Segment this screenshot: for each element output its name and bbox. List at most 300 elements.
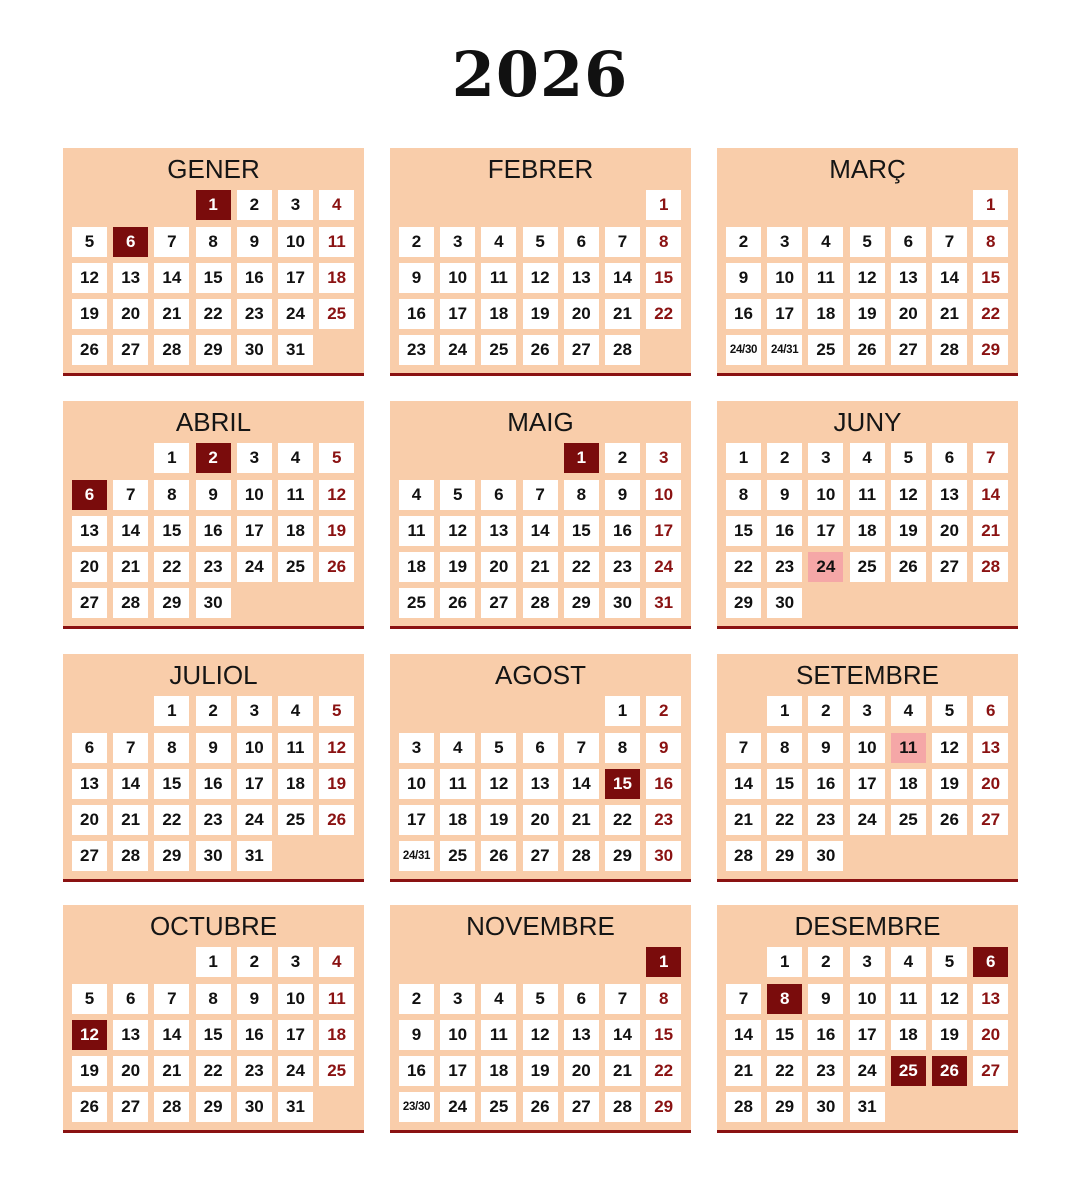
day-cell: 24/30 [726, 335, 761, 365]
day-cell: 5 [72, 984, 107, 1014]
day-cell: 24 [646, 552, 681, 582]
day-cell: 17 [440, 1056, 475, 1086]
day-cell: 23 [237, 1056, 272, 1086]
day-cell: 29 [154, 588, 189, 618]
day-cell: 8 [564, 480, 599, 510]
day-cell: 15 [767, 1020, 802, 1050]
day-cell: 22 [767, 805, 802, 835]
day-cell: 13 [891, 263, 926, 293]
day-cell: 4 [319, 190, 354, 220]
day-cell: 5 [319, 443, 354, 473]
day-cell: 3 [278, 947, 313, 977]
day-cell: 20 [564, 299, 599, 329]
day-cell: 16 [399, 1056, 434, 1086]
day-cell: 4 [319, 947, 354, 977]
day-cell: 29 [646, 1092, 681, 1122]
day-cell: 14 [523, 516, 558, 546]
day-cell: 18 [278, 516, 313, 546]
day-cell: 11 [399, 516, 434, 546]
month-name: GENER [167, 154, 260, 184]
day-cell: 23 [237, 299, 272, 329]
day-cell: 9 [399, 1020, 434, 1050]
day-cell: 6 [113, 984, 148, 1014]
day-cell: 24 [850, 1056, 885, 1086]
day-cell: 19 [440, 552, 475, 582]
day-cell: 1 [605, 696, 640, 726]
day-cell: 30 [237, 335, 272, 365]
day-cell: 8 [154, 733, 189, 763]
day-cell: 3 [767, 227, 802, 257]
day-cell: 22 [726, 552, 761, 582]
day-cell: 11 [319, 984, 354, 1014]
day-cell: 30 [196, 841, 231, 871]
month-panel [390, 148, 691, 376]
day-cell: 4 [808, 227, 843, 257]
day-cell: 14 [605, 1020, 640, 1050]
day-cell: 9 [237, 984, 272, 1014]
day-cell: 20 [113, 299, 148, 329]
day-cell: 16 [196, 516, 231, 546]
day-cell: 7 [113, 480, 148, 510]
day-cell: 9 [196, 480, 231, 510]
day-cell: 11 [440, 769, 475, 799]
day-cell: 17 [850, 1020, 885, 1050]
month-panel [63, 905, 364, 1133]
day-cell: 20 [523, 805, 558, 835]
day-cell: 16 [237, 263, 272, 293]
day-cell: 19 [319, 516, 354, 546]
day-cell: 1 [726, 443, 761, 473]
day-cell: 12 [72, 263, 107, 293]
day-cell: 26 [440, 588, 475, 618]
day-cell: 2 [196, 696, 231, 726]
day-cell: 14 [973, 480, 1008, 510]
day-cell: 12 [932, 984, 967, 1014]
day-cell: 23 [808, 805, 843, 835]
day-cell: 7 [154, 984, 189, 1014]
day-cell: 29 [973, 335, 1008, 365]
day-cell: 30 [808, 841, 843, 871]
day-cell: 2 [726, 227, 761, 257]
day-cell: 13 [481, 516, 516, 546]
day-cell: 16 [726, 299, 761, 329]
day-cell: 19 [481, 805, 516, 835]
day-cell: 15 [605, 769, 640, 799]
day-cell: 22 [646, 299, 681, 329]
day-cell: 10 [850, 984, 885, 1014]
day-cell: 13 [72, 516, 107, 546]
day-cell: 24 [850, 805, 885, 835]
day-cell: 28 [154, 1092, 189, 1122]
day-cell: 9 [605, 480, 640, 510]
day-cell: 26 [72, 1092, 107, 1122]
day-cell: 5 [523, 984, 558, 1014]
day-cell: 19 [891, 516, 926, 546]
day-cell: 24 [278, 299, 313, 329]
day-cell: 3 [278, 190, 313, 220]
day-cell: 10 [278, 227, 313, 257]
day-cell: 25 [481, 335, 516, 365]
day-cell: 25 [278, 552, 313, 582]
day-cell: 4 [278, 443, 313, 473]
day-cell: 9 [646, 733, 681, 763]
day-cell: 10 [808, 480, 843, 510]
day-cell: 6 [72, 480, 107, 510]
day-cell: 21 [605, 299, 640, 329]
day-cell: 18 [891, 769, 926, 799]
day-cell: 13 [72, 769, 107, 799]
month-panel [390, 654, 691, 882]
day-cell: 14 [154, 263, 189, 293]
day-cell: 19 [72, 299, 107, 329]
day-cell: 9 [399, 263, 434, 293]
day-cell: 6 [932, 443, 967, 473]
day-cell: 17 [767, 299, 802, 329]
day-cell: 11 [481, 263, 516, 293]
day-cell: 28 [154, 335, 189, 365]
month-name: FEBRER [487, 154, 594, 184]
day-cell: 19 [850, 299, 885, 329]
day-cell: 5 [481, 733, 516, 763]
day-cell: 4 [850, 443, 885, 473]
day-cell: 21 [726, 805, 761, 835]
day-cell: 17 [808, 516, 843, 546]
day-cell: 7 [154, 227, 189, 257]
day-cell: 1 [154, 696, 189, 726]
day-cell: 5 [850, 227, 885, 257]
day-cell: 12 [440, 516, 475, 546]
day-cell: 8 [767, 984, 802, 1014]
day-cell: 5 [523, 227, 558, 257]
day-cell: 23 [399, 335, 434, 365]
month-name: MARÇ [829, 154, 906, 184]
day-cell: 3 [440, 984, 475, 1014]
day-cell: 1 [196, 190, 231, 220]
day-cell: 8 [646, 984, 681, 1014]
day-cell: 18 [891, 1020, 926, 1050]
day-cell: 25 [891, 1056, 926, 1086]
day-cell: 3 [646, 443, 681, 473]
day-cell: 23/30 [399, 1092, 434, 1122]
day-cell: 20 [891, 299, 926, 329]
day-cell: 15 [196, 263, 231, 293]
day-cell: 1 [646, 190, 681, 220]
day-cell: 27 [973, 805, 1008, 835]
day-cell: 10 [278, 984, 313, 1014]
day-cell: 10 [850, 733, 885, 763]
day-cell: 7 [932, 227, 967, 257]
day-cell: 27 [113, 335, 148, 365]
day-cell: 13 [932, 480, 967, 510]
day-cell: 21 [564, 805, 599, 835]
day-cell: 27 [72, 841, 107, 871]
day-cell: 8 [646, 227, 681, 257]
day-cell: 22 [154, 805, 189, 835]
day-cell: 11 [278, 480, 313, 510]
day-cell: 12 [72, 1020, 107, 1050]
day-cell: 6 [973, 696, 1008, 726]
day-cell: 17 [646, 516, 681, 546]
day-cell: 19 [932, 1020, 967, 1050]
day-cell: 9 [196, 733, 231, 763]
day-cell: 19 [932, 769, 967, 799]
day-cell: 14 [726, 1020, 761, 1050]
day-cell: 2 [399, 984, 434, 1014]
day-cell: 28 [973, 552, 1008, 582]
day-cell: 21 [973, 516, 1008, 546]
day-cell: 21 [605, 1056, 640, 1086]
day-cell: 20 [932, 516, 967, 546]
day-cell: 23 [808, 1056, 843, 1086]
day-cell: 26 [523, 1092, 558, 1122]
day-cell: 31 [278, 1092, 313, 1122]
day-cell: 6 [113, 227, 148, 257]
day-cell: 3 [850, 947, 885, 977]
day-cell: 2 [605, 443, 640, 473]
day-cell: 18 [319, 1020, 354, 1050]
day-cell: 7 [113, 733, 148, 763]
day-cell: 29 [767, 1092, 802, 1122]
day-cell: 15 [564, 516, 599, 546]
day-cell: 1 [196, 947, 231, 977]
day-cell: 5 [440, 480, 475, 510]
day-cell: 9 [767, 480, 802, 510]
day-cell: 17 [278, 263, 313, 293]
day-cell: 4 [481, 984, 516, 1014]
month-panel [390, 401, 691, 629]
day-cell: 3 [237, 696, 272, 726]
day-cell: 28 [932, 335, 967, 365]
day-cell: 11 [808, 263, 843, 293]
page-title: 2026 [451, 38, 629, 111]
day-cell: 25 [808, 335, 843, 365]
day-cell: 10 [237, 480, 272, 510]
day-cell: 12 [523, 263, 558, 293]
day-cell: 18 [278, 769, 313, 799]
month-name: ABRIL [175, 407, 252, 437]
month-name: MAIG [507, 407, 574, 437]
month-panel [63, 654, 364, 882]
day-cell: 5 [319, 696, 354, 726]
day-cell: 3 [237, 443, 272, 473]
day-cell: 29 [196, 335, 231, 365]
day-cell: 18 [808, 299, 843, 329]
day-cell: 20 [973, 1020, 1008, 1050]
day-cell: 13 [113, 1020, 148, 1050]
day-cell: 5 [72, 227, 107, 257]
day-cell: 25 [278, 805, 313, 835]
day-cell: 28 [523, 588, 558, 618]
day-cell: 28 [113, 588, 148, 618]
day-cell: 25 [481, 1092, 516, 1122]
day-cell: 17 [850, 769, 885, 799]
day-cell: 31 [237, 841, 272, 871]
day-cell: 10 [237, 733, 272, 763]
day-cell: 18 [481, 1056, 516, 1086]
day-cell: 9 [726, 263, 761, 293]
month-panel [717, 148, 1018, 376]
day-cell: 17 [440, 299, 475, 329]
day-cell: 25 [440, 841, 475, 871]
day-cell: 30 [808, 1092, 843, 1122]
day-cell: 2 [237, 947, 272, 977]
day-cell: 16 [399, 299, 434, 329]
day-cell: 21 [932, 299, 967, 329]
day-cell: 28 [564, 841, 599, 871]
month-name: SETEMBRE [795, 660, 940, 690]
day-cell: 26 [523, 335, 558, 365]
day-cell: 13 [564, 263, 599, 293]
day-cell: 26 [319, 552, 354, 582]
day-cell: 28 [113, 841, 148, 871]
day-cell: 22 [564, 552, 599, 582]
day-cell: 9 [808, 984, 843, 1014]
day-cell: 24 [440, 1092, 475, 1122]
day-cell: 11 [481, 1020, 516, 1050]
day-cell: 1 [564, 443, 599, 473]
day-cell: 7 [726, 984, 761, 1014]
day-cell: 10 [399, 769, 434, 799]
day-cell: 15 [973, 263, 1008, 293]
day-cell: 1 [154, 443, 189, 473]
day-cell: 16 [767, 516, 802, 546]
day-cell: 19 [72, 1056, 107, 1086]
day-cell: 6 [481, 480, 516, 510]
day-cell: 15 [646, 263, 681, 293]
day-cell: 24/31 [399, 841, 434, 871]
day-cell: 27 [72, 588, 107, 618]
day-cell: 24 [237, 552, 272, 582]
day-cell: 29 [767, 841, 802, 871]
day-cell: 26 [891, 552, 926, 582]
day-cell: 13 [523, 769, 558, 799]
day-cell: 15 [196, 1020, 231, 1050]
day-cell: 18 [399, 552, 434, 582]
day-cell: 2 [808, 696, 843, 726]
day-cell: 14 [113, 769, 148, 799]
day-cell: 20 [113, 1056, 148, 1086]
day-cell: 7 [605, 984, 640, 1014]
day-cell: 2 [808, 947, 843, 977]
day-cell: 17 [399, 805, 434, 835]
day-cell: 28 [605, 1092, 640, 1122]
month-name: AGOST [494, 660, 586, 690]
day-cell: 26 [850, 335, 885, 365]
day-cell: 27 [564, 1092, 599, 1122]
month-name: JUNY [833, 407, 902, 437]
day-cell: 9 [237, 227, 272, 257]
day-cell: 21 [154, 1056, 189, 1086]
day-cell: 1 [767, 696, 802, 726]
day-cell: 15 [726, 516, 761, 546]
day-cell: 23 [196, 552, 231, 582]
day-cell: 22 [973, 299, 1008, 329]
day-cell: 21 [154, 299, 189, 329]
day-cell: 25 [319, 1056, 354, 1086]
day-cell: 18 [481, 299, 516, 329]
day-cell: 27 [564, 335, 599, 365]
day-cell: 11 [891, 733, 926, 763]
day-cell: 7 [523, 480, 558, 510]
day-cell: 21 [113, 552, 148, 582]
day-cell: 12 [523, 1020, 558, 1050]
day-cell: 30 [767, 588, 802, 618]
day-cell: 14 [154, 1020, 189, 1050]
day-cell: 31 [278, 335, 313, 365]
day-cell: 23 [605, 552, 640, 582]
day-cell: 6 [564, 984, 599, 1014]
day-cell: 22 [196, 1056, 231, 1086]
month-name: JULIOL [169, 660, 258, 690]
day-cell: 26 [932, 1056, 967, 1086]
day-cell: 23 [646, 805, 681, 835]
day-cell: 25 [399, 588, 434, 618]
day-cell: 7 [726, 733, 761, 763]
day-cell: 15 [154, 516, 189, 546]
day-cell: 13 [973, 984, 1008, 1014]
day-cell: 27 [523, 841, 558, 871]
day-cell: 2 [646, 696, 681, 726]
day-cell: 24 [440, 335, 475, 365]
day-cell: 15 [154, 769, 189, 799]
day-cell: 4 [440, 733, 475, 763]
day-cell: 1 [973, 190, 1008, 220]
day-cell: 18 [319, 263, 354, 293]
day-cell: 11 [319, 227, 354, 257]
day-cell: 20 [481, 552, 516, 582]
day-cell: 10 [440, 263, 475, 293]
day-cell: 21 [113, 805, 148, 835]
day-cell: 12 [932, 733, 967, 763]
day-cell: 20 [973, 769, 1008, 799]
day-cell: 11 [850, 480, 885, 510]
day-cell: 15 [646, 1020, 681, 1050]
day-cell: 9 [808, 733, 843, 763]
day-cell: 27 [113, 1092, 148, 1122]
day-cell: 8 [196, 984, 231, 1014]
day-cell: 5 [932, 696, 967, 726]
day-cell: 30 [196, 588, 231, 618]
day-cell: 24 [808, 552, 843, 582]
day-cell: 11 [891, 984, 926, 1014]
month-panel [63, 401, 364, 629]
day-cell: 6 [72, 733, 107, 763]
day-cell: 28 [726, 841, 761, 871]
day-cell: 14 [726, 769, 761, 799]
day-cell: 19 [523, 1056, 558, 1086]
day-cell: 12 [481, 769, 516, 799]
day-cell: 30 [646, 841, 681, 871]
month-name: NOVEMBRE [466, 911, 615, 941]
month-panel [63, 148, 364, 376]
day-cell: 31 [850, 1092, 885, 1122]
day-cell: 20 [72, 552, 107, 582]
day-cell: 13 [973, 733, 1008, 763]
day-cell: 16 [605, 516, 640, 546]
day-cell: 3 [440, 227, 475, 257]
day-cell: 7 [605, 227, 640, 257]
day-cell: 22 [196, 299, 231, 329]
day-cell: 23 [196, 805, 231, 835]
day-cell: 8 [196, 227, 231, 257]
day-cell: 13 [564, 1020, 599, 1050]
day-cell: 26 [932, 805, 967, 835]
month-name: OCTUBRE [149, 911, 278, 941]
day-cell: 11 [278, 733, 313, 763]
day-cell: 20 [72, 805, 107, 835]
day-cell: 25 [891, 805, 926, 835]
month-panel [717, 401, 1018, 629]
